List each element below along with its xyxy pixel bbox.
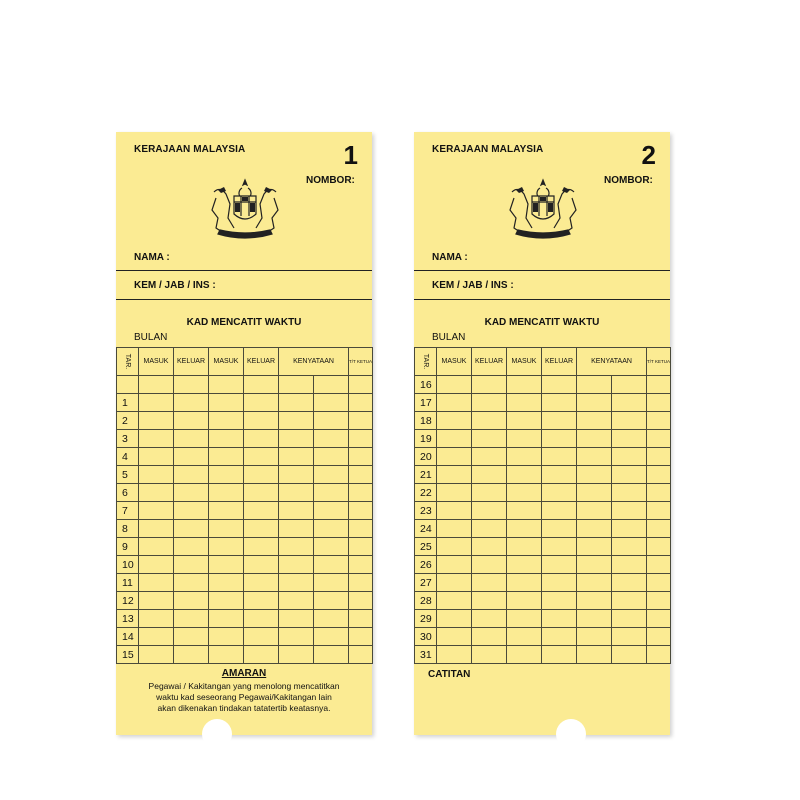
day-number: 3 [117, 430, 139, 448]
amaran-text [132, 681, 356, 714]
day-number: 2 [117, 412, 139, 430]
table-row [415, 394, 671, 412]
kem-jab-ins-label: KEM / JAB / INS : [134, 280, 216, 291]
nama-label: NAMA : [432, 252, 468, 263]
card-number: 2 [641, 140, 656, 170]
amaran-line: waktu kad seseorang Pegawai/Kakitangan lain [156, 692, 332, 702]
table-row [117, 502, 373, 520]
day-number: 11 [117, 574, 139, 592]
attendance-table [116, 347, 373, 664]
table-row [415, 520, 671, 538]
day-number: 23 [415, 502, 437, 520]
table-row [415, 592, 671, 610]
table-row [117, 466, 373, 484]
divider [414, 299, 670, 300]
table-row [117, 376, 373, 394]
amaran-line: Pegawai / Kakitangan yang menolong mencatitkan [148, 681, 340, 691]
malaysia-coat-of-arms-icon [204, 178, 286, 242]
table-header [415, 348, 671, 376]
table-row [117, 412, 373, 430]
day-number: 26 [415, 556, 437, 574]
divider [116, 270, 372, 271]
table-row [117, 394, 373, 412]
table-row [415, 502, 671, 520]
time-card-2 [414, 132, 670, 735]
day-number: 28 [415, 592, 437, 610]
table-row [117, 484, 373, 502]
table-row [415, 556, 671, 574]
header-masuk: MASUK [209, 348, 244, 376]
day-number: 24 [415, 520, 437, 538]
table-row [117, 646, 373, 664]
header-tt-ketua: T/T KETUA [647, 348, 671, 376]
card-title: KAD MENCATIT WAKTU [186, 317, 302, 328]
table-row [117, 628, 373, 646]
day-number: 9 [117, 538, 139, 556]
nombor-label: NOMBOR: [306, 175, 355, 186]
table-header [117, 348, 373, 376]
card-notch [556, 719, 586, 749]
table-row [117, 592, 373, 610]
header-keluar: KELUAR [472, 348, 507, 376]
table-row [415, 646, 671, 664]
day-number: 15 [117, 646, 139, 664]
header-tar: TAR. [415, 348, 437, 376]
table-row [415, 484, 671, 502]
table-row [117, 556, 373, 574]
day-number: 21 [415, 466, 437, 484]
table-row [415, 448, 671, 466]
header-masuk: MASUK [437, 348, 472, 376]
table-row [415, 628, 671, 646]
day-number: 6 [117, 484, 139, 502]
header-masuk: MASUK [507, 348, 542, 376]
government-label: KERAJAAN MALAYSIA [134, 144, 246, 155]
day-number: 19 [415, 430, 437, 448]
day-number: 7 [117, 502, 139, 520]
catitan-label: CATITAN [428, 669, 471, 680]
day-number: 27 [415, 574, 437, 592]
bulan-label: BULAN [432, 332, 466, 343]
table-row [117, 430, 373, 448]
day-number: 25 [415, 538, 437, 556]
table-row [415, 538, 671, 556]
nama-label: NAMA : [134, 252, 170, 263]
day-number: 29 [415, 610, 437, 628]
header-tar: TAR. [117, 348, 139, 376]
divider [414, 270, 670, 271]
day-number: 22 [415, 484, 437, 502]
day-number: 10 [117, 556, 139, 574]
table-row [415, 574, 671, 592]
day-number: 1 [117, 394, 139, 412]
day-number: 4 [117, 448, 139, 466]
day-number: 17 [415, 394, 437, 412]
table-row [117, 448, 373, 466]
header-kenyataan: KENYATAAN [279, 348, 349, 376]
bulan-label: BULAN [134, 332, 168, 343]
card-notch [202, 719, 232, 749]
header-masuk: MASUK [139, 348, 174, 376]
table-row [415, 610, 671, 628]
day-number: 31 [415, 646, 437, 664]
day-number: 14 [117, 628, 139, 646]
table-row [117, 520, 373, 538]
table-row [117, 610, 373, 628]
attendance-table [414, 347, 671, 664]
government-label: KERAJAAN MALAYSIA [432, 144, 544, 155]
table-row [117, 538, 373, 556]
day-number: 30 [415, 628, 437, 646]
day-number: 18 [415, 412, 437, 430]
header-keluar: KELUAR [542, 348, 577, 376]
table-row [415, 376, 671, 394]
time-card-1 [116, 132, 372, 735]
kem-jab-ins-label: KEM / JAB / INS : [432, 280, 514, 291]
header-keluar: KELUAR [244, 348, 279, 376]
header-keluar: KELUAR [174, 348, 209, 376]
amaran-heading: AMARAN [221, 668, 267, 679]
day-number: 16 [415, 376, 437, 394]
malaysia-coat-of-arms-icon [502, 178, 584, 242]
day-number: 5 [117, 466, 139, 484]
table-row [415, 466, 671, 484]
table-row [415, 430, 671, 448]
divider [116, 299, 372, 300]
table-row [415, 412, 671, 430]
card-title: KAD MENCATIT WAKTU [484, 317, 600, 328]
header-tt-ketua: T/T KETUA [349, 348, 373, 376]
amaran-line: akan dikenakan tindakan tatatertib keatasnya. [157, 703, 331, 713]
day-number: 13 [117, 610, 139, 628]
card-number: 1 [343, 140, 358, 170]
table-row [117, 574, 373, 592]
header-kenyataan: KENYATAAN [577, 348, 647, 376]
day-number: 20 [415, 448, 437, 466]
nombor-label: NOMBOR: [604, 175, 653, 186]
day-number: 12 [117, 592, 139, 610]
day-number: 8 [117, 520, 139, 538]
